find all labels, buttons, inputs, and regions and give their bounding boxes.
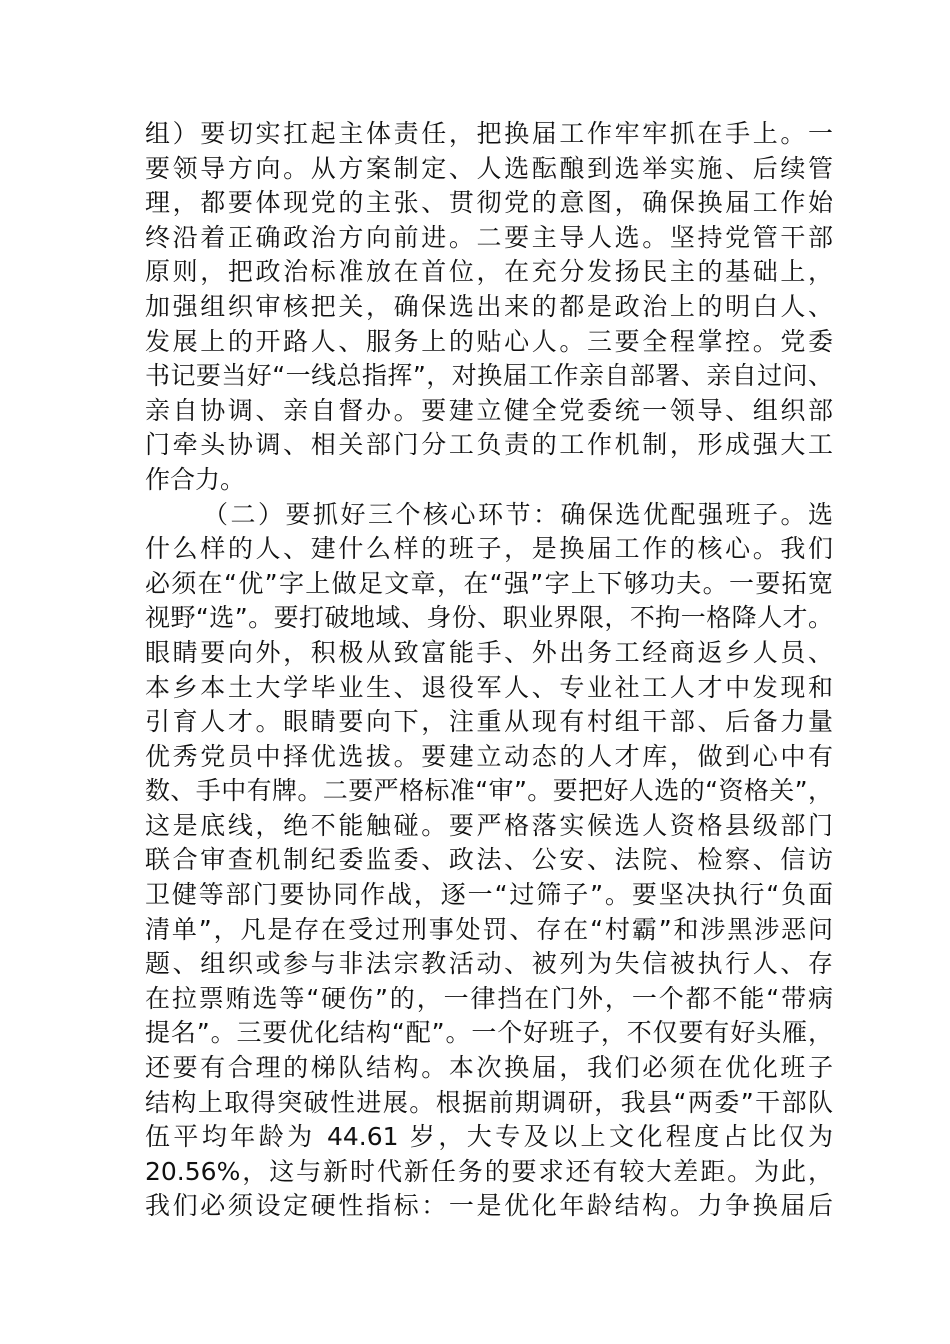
text-line: 理，都要体现党的主张、贯彻党的意图，确保换届工作始 [145,188,833,218]
text-line: 还要有合理的梯队结构。本次换届，我们必须在优化班子 [145,1053,833,1083]
text-line: 作合力。 [145,464,246,494]
text-line: 联合审查机制纪委监委、政法、公安、法院、检察、信访 [145,845,833,875]
text-line: 优秀党员中择优选拔。要建立动态的人才库，做到心中有 [145,741,833,771]
text-line: 视野“选”。要打破地域、身份、职业界限，不拘一格降人才。 [145,603,833,633]
text-line: 提名”。三要优化结构“配”。一个好班子，不仅要有好头雁， [145,1018,833,1048]
text-line: 终沿着正确政治方向前进。二要主导人选。坚持党管干部 [145,222,833,252]
text-line: 伍平均年龄为 44.61 岁，大专及以上文化程度占比仅为 [145,1122,833,1152]
document-page [145,117,833,1224]
text-line: 卫健等部门要协同作战，逐一“过筛子”。要坚决执行“负面 [145,880,833,910]
text-line: 清单”，凡是存在受过刑事处罚、存在“村霸”和涉黑涉恶问 [145,914,833,944]
text-line: 这是底线，绝不能触碰。要严格落实候选人资格县级部门 [145,810,833,840]
text-line: 引育人才。眼睛要向下，注重从现有村组干部、后备力量 [145,707,833,737]
text-line: 原则，把政治标准放在首位，在充分发扬民主的基础上， [145,257,833,287]
text-line: 结构上取得突破性进展。根据前期调研，我县“两委”干部队 [145,1087,833,1117]
text-line: 20.56%，这与新时代新任务的要求还有较大差距。为此， [145,1156,833,1186]
text-line: 题、组织或参与非法宗教活动、被列为失信被执行人、存 [145,949,833,979]
text-line: 发展上的开路人、服务上的贴心人。三要全程掌控。党委 [145,326,833,356]
text-line: 要领导方向。从方案制定、人选酝酿到选举实施、后续管 [145,153,833,183]
text-line: 我们必须设定硬性指标：一是优化年龄结构。力争换届后 [145,1191,833,1221]
text-line: 加强组织审核把关，确保选出来的都是政治上的明白人、 [145,291,833,321]
text-line: 数、手中有牌。二要严格标准“审”。要把好人选的“资格关”， [145,776,833,806]
text-line: 必须在“优”字上做足文章，在“强”字上下够功夫。一要拓宽 [145,568,833,598]
text-line: 眼睛要向外，积极从致富能手、外出务工经商返乡人员、 [145,637,833,667]
text-line: 本乡本土大学毕业生、退役军人、专业社工人才中发现和 [145,672,833,702]
text-line: 在拉票贿选等“硬伤”的，一律挡在门外，一个都不能“带病 [145,983,833,1013]
text-line: 组）要切实扛起主体责任，把换届工作牢牢抓在手上。一 [145,119,833,148]
text-line: 什么样的人、建什么样的班子，是换届工作的核心。我们 [145,534,833,564]
text-line: （二）要抓好三个核心环节：确保选优配强班子。选 [203,499,833,529]
text-line: 门牵头协调、相关部门分工负责的工作机制，形成强大工 [145,430,833,460]
text-line: 亲自协调、亲自督办。要建立健全党委统一领导、组织部 [145,395,833,425]
text-line: 书记要当好“一线总指挥”，对换届工作亲自部署、亲自过问、 [145,361,833,391]
